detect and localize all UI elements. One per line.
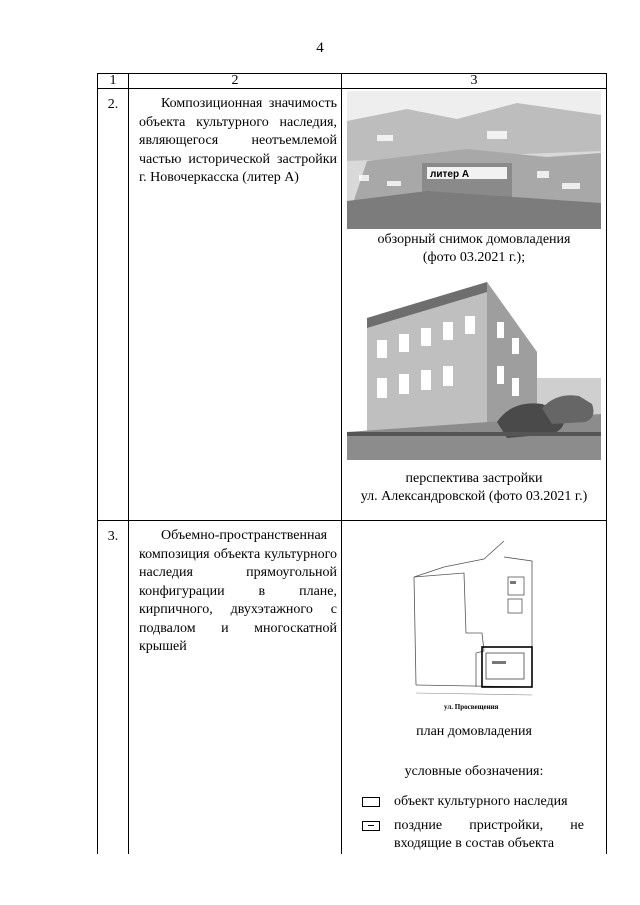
- street-perspective-photo: [347, 282, 601, 460]
- overview-photo: [347, 91, 601, 229]
- table-row: [98, 89, 607, 521]
- header-col-1: 1: [98, 74, 129, 89]
- street-perspective-caption: перспектива застройки ул. Александровской (фото 03.2021 г.): [360, 471, 588, 504]
- row-number: 3.: [107, 529, 119, 544]
- table-header-row: [98, 74, 607, 89]
- site-plan-drawing: [404, 537, 544, 713]
- header-col-2: 2: [129, 74, 342, 89]
- legend-title: условные обозначения:: [404, 764, 544, 779]
- table-row: [98, 521, 607, 855]
- site-plan-caption: план домовладения: [416, 724, 532, 739]
- legend-item-heritage: объект культурного наследия: [362, 793, 600, 811]
- legend-additions-symbol: [362, 821, 380, 831]
- header-col-3: 3: [342, 74, 607, 89]
- legend-item-later-additions: поздние пристройки, не входящие в состав объекта: [362, 817, 600, 853]
- legend: [362, 793, 600, 853]
- row-description: Объемно-пространственная композиция объекта культурного наследия прямоугольной конфигурации в плане, кирпичного, двухэтажного с подвалом и многоскатной крышей: [139, 528, 337, 654]
- row-description: Композиционная значимость объекта культурного наследия, являющегося неотъемлемой частью исторической застройки г. Новочеркасска (литер А): [139, 96, 337, 185]
- photo-label: литер А: [430, 169, 470, 180]
- row-number: 2.: [107, 97, 119, 112]
- plan-street-label: ул. Просвещения: [444, 703, 499, 711]
- legend-heritage-symbol: [362, 797, 380, 807]
- page-number: 4: [316, 40, 324, 56]
- overview-photo-caption: обзорный снимок домовладения (фото 03.2021 г.);: [377, 232, 571, 265]
- heritage-table: [97, 73, 607, 854]
